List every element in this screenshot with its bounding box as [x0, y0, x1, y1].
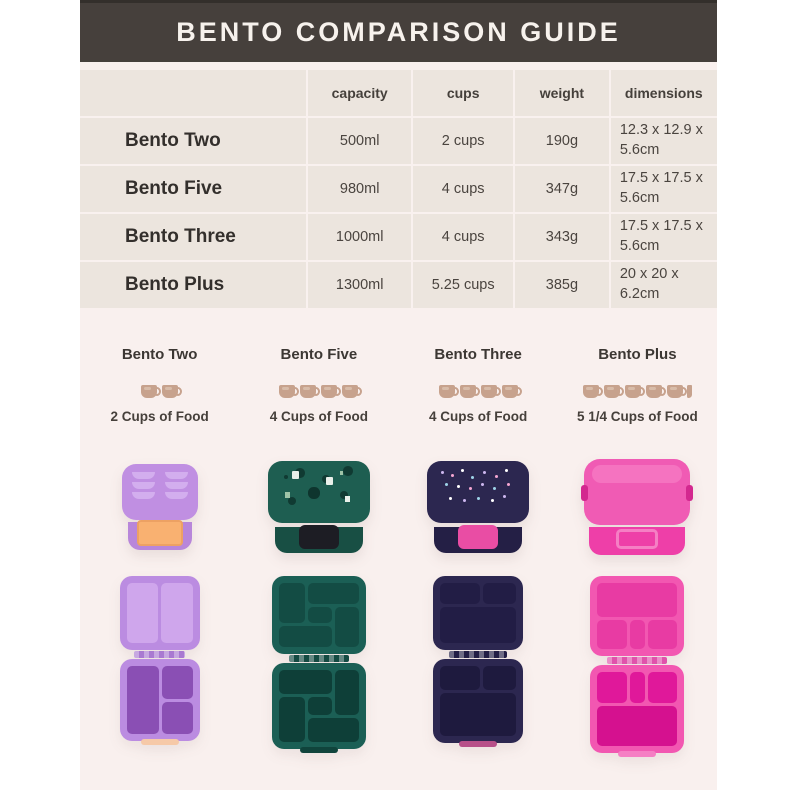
bento-three-closed-photo: [427, 461, 529, 553]
compartment: [440, 666, 480, 690]
row-dimensions: 17.5 x 17.5 x 5.6cm: [609, 166, 717, 212]
row-capacity: 1000ml: [306, 214, 411, 260]
open-lid: [590, 576, 684, 656]
compartment: [162, 666, 193, 699]
row-cups: 2 cups: [411, 118, 513, 164]
compartment: [335, 670, 359, 715]
box-lid: [122, 464, 198, 520]
box-lid: [584, 459, 690, 525]
cup-icon: [439, 385, 455, 398]
open-base: [120, 659, 200, 741]
table-row: [80, 260, 717, 308]
cup-icon: [604, 385, 620, 398]
cup-icon: [646, 385, 662, 398]
box-lid: [268, 461, 370, 523]
side-clip: [581, 485, 588, 501]
table-header-row: [80, 70, 717, 116]
latch-strip: [618, 751, 656, 757]
quarter-cup-icon: [687, 385, 692, 398]
cup-icon: [279, 385, 295, 398]
bento-three-open-photo: [433, 576, 523, 747]
title-bar: [80, 0, 717, 62]
compartment: [162, 702, 193, 735]
content-area: [80, 0, 717, 790]
bento-plus-open-photo: [590, 576, 684, 757]
compartment: [440, 693, 516, 736]
cup-icon: [583, 385, 599, 398]
row-weight: 343g: [513, 214, 609, 260]
table-row: [80, 116, 717, 164]
compartment: [597, 672, 627, 703]
cups-caption: 4 Cups of Food: [429, 409, 528, 424]
open-base: [433, 659, 523, 743]
cups-caption: 4 Cups of Food: [269, 409, 368, 424]
row-cups: 5.25 cups: [411, 262, 513, 308]
cup-icon: [321, 385, 337, 398]
product-photo-col: [558, 576, 717, 757]
row-capacity: 500ml: [306, 118, 411, 164]
box-latch: [458, 525, 498, 549]
cup-icon: [667, 385, 683, 398]
table-corner-cell: [80, 70, 306, 116]
compartment: [597, 706, 677, 746]
row-weight: 347g: [513, 166, 609, 212]
cup-icons-row: [277, 380, 361, 398]
side-clip: [686, 485, 693, 501]
cup-icon: [342, 385, 358, 398]
latch-strip: [459, 741, 497, 747]
cup-icon: [502, 385, 518, 398]
row-capacity: 1300ml: [306, 262, 411, 308]
row-cups: 4 cups: [411, 214, 513, 260]
compartment: [279, 697, 305, 742]
product-photo-col: [558, 459, 717, 555]
bento-five-open-photo: [272, 576, 366, 753]
cup-icon: [300, 385, 316, 398]
cups-column-bento-three: [399, 308, 558, 442]
cup-icon: [481, 385, 497, 398]
product-name: Bento Two: [121, 346, 198, 363]
row-dimensions: 12.3 x 12.9 x 5.6cm: [609, 118, 717, 164]
product-photo-col: [399, 576, 558, 747]
latch-strip: [141, 739, 179, 745]
compartment: [308, 697, 332, 716]
page-title: BENTO COMPARISON GUIDE: [176, 17, 621, 47]
cup-icons-row: [139, 380, 181, 398]
row-dimensions: 17.5 x 17.5 x 5.6cm: [609, 214, 717, 260]
open-base: [272, 663, 366, 749]
cups-section: [80, 308, 717, 442]
cup-icons-row: [580, 380, 694, 398]
bento-two-closed-photo: [122, 464, 198, 550]
header-cups: cups: [411, 70, 513, 116]
open-lid: [433, 576, 523, 650]
bento-plus-closed-photo: [584, 459, 690, 555]
row-cups: 4 cups: [411, 166, 513, 212]
table-row: [80, 212, 717, 260]
cups-column-bento-plus: [558, 308, 717, 442]
cup-icon: [460, 385, 476, 398]
header-capacity: capacity: [306, 70, 411, 116]
compartment: [279, 670, 332, 694]
wave-emboss-decoration: [132, 472, 188, 499]
open-base: [590, 665, 684, 753]
box-latch: [616, 529, 658, 549]
cups-column-bento-five: [239, 308, 398, 442]
cup-icon: [625, 385, 641, 398]
box-latch: [299, 525, 339, 549]
row-name: Bento Two: [125, 130, 221, 151]
header-weight: weight: [513, 70, 609, 116]
cup-icons-row: [436, 380, 520, 398]
comparison-table: [80, 70, 717, 308]
box-lid: [427, 461, 529, 523]
compartment: [648, 672, 678, 703]
compartment: [308, 718, 359, 742]
product-photo-col: [399, 461, 558, 553]
product-photo-col: [80, 576, 239, 745]
confetti-pattern-decoration: [441, 471, 444, 474]
open-lid: [272, 576, 366, 654]
compartment: [483, 666, 516, 690]
product-name: Bento Five: [280, 346, 358, 363]
closed-boxes-row: [80, 442, 717, 572]
row-capacity: 980ml: [306, 166, 411, 212]
product-photo-col: [239, 461, 398, 553]
cup-icon: [141, 385, 157, 398]
open-lid: [120, 576, 200, 650]
hinge: [607, 657, 667, 664]
row-weight: 385g: [513, 262, 609, 308]
row-dimensions: 20 x 20 x 6.2cm: [609, 262, 717, 308]
cups-caption: 5 1/4 Cups of Food: [576, 409, 698, 424]
row-name: Bento Three: [125, 226, 236, 247]
hinge: [134, 651, 185, 658]
box-latch: [137, 520, 183, 546]
hinge: [289, 655, 349, 662]
compartment: [127, 666, 159, 734]
row-name: Bento Plus: [125, 274, 225, 295]
table-row: [80, 164, 717, 212]
open-boxes-row: [80, 572, 717, 790]
bento-five-closed-photo: [268, 461, 370, 553]
header-dimensions: dimensions: [609, 70, 717, 116]
cups-caption: 2 Cups of Food: [110, 409, 209, 424]
product-photo-col: [239, 576, 398, 753]
latch-strip: [300, 747, 338, 753]
product-name: Bento Plus: [598, 346, 677, 363]
row-weight: 190g: [513, 118, 609, 164]
milk-carton-decoration: [292, 471, 299, 479]
cookie-pattern-decoration: [284, 475, 288, 479]
hinge: [449, 651, 507, 658]
row-name: Bento Five: [125, 178, 223, 199]
compartment: [630, 672, 645, 703]
cup-icon: [162, 385, 178, 398]
product-photo-col: [80, 464, 239, 550]
bento-two-open-photo: [120, 576, 200, 745]
product-name: Bento Three: [434, 346, 522, 363]
cups-column-bento-two: [80, 308, 239, 442]
